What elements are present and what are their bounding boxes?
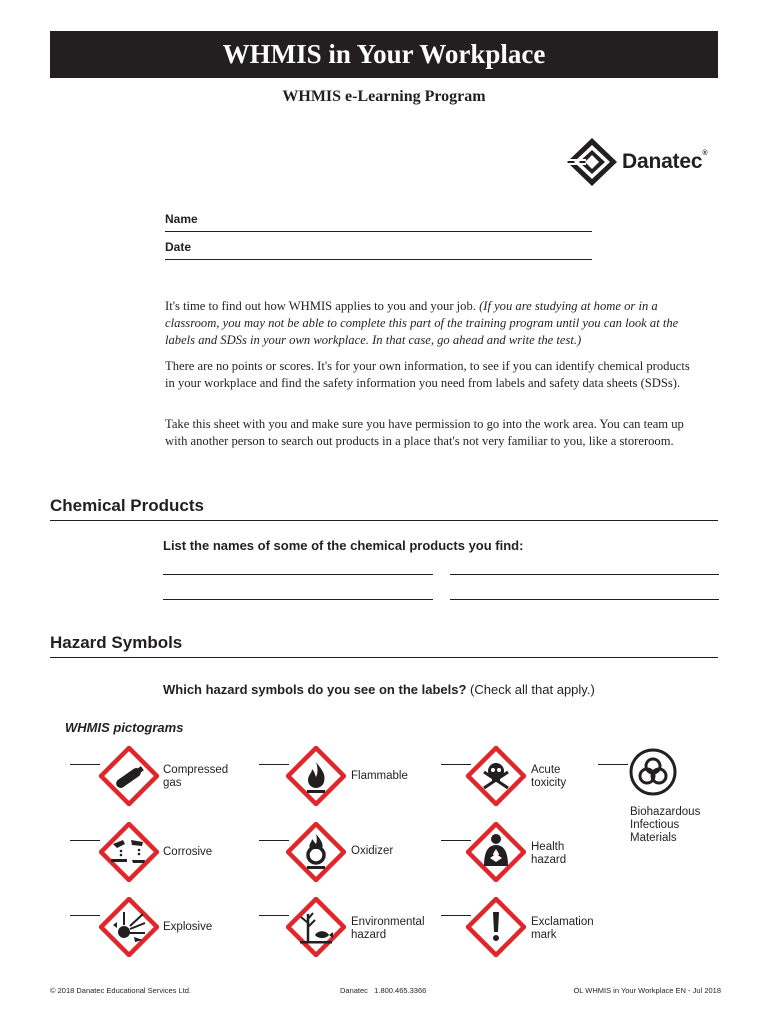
flame-icon xyxy=(286,746,346,806)
footer-copyright: © 2018 Danatec Educational Services Ltd. xyxy=(50,986,192,995)
checkbox-compressed-gas[interactable] xyxy=(70,764,100,765)
label-explosive: Explosive xyxy=(163,921,213,933)
exploding-bomb-icon xyxy=(99,897,159,957)
product-blank-3[interactable] xyxy=(163,599,433,600)
product-blank-4[interactable] xyxy=(450,599,719,600)
date-label: Date xyxy=(165,240,192,254)
hazard-symbols-heading: Hazard Symbols xyxy=(50,633,183,652)
exclamation-mark-icon xyxy=(466,897,526,957)
section-divider xyxy=(50,520,718,521)
checkbox-environmental-hazard[interactable] xyxy=(259,915,289,916)
checkbox-corrosive[interactable] xyxy=(70,840,100,841)
label-exclamation-mark: Exclamation mark xyxy=(531,916,594,941)
product-blank-1[interactable] xyxy=(163,574,433,575)
label-corrosive: Corrosive xyxy=(163,846,213,858)
corrosion-icon xyxy=(99,822,159,882)
health-hazard-icon xyxy=(466,822,526,882)
checkbox-oxidizer[interactable] xyxy=(259,840,289,841)
footer-contact: Danatec 1.800.465.3366 xyxy=(340,986,427,995)
brand-name: Danatec® xyxy=(622,150,708,173)
section-divider xyxy=(50,657,718,658)
hazard-symbols-question: Which hazard symbols do you see on the labels? (Check all that apply.) xyxy=(163,682,595,697)
label-biohazard: Biohazardous Infectious Materials xyxy=(630,806,701,844)
flame-over-circle-icon xyxy=(286,822,346,882)
danatec-logo-icon xyxy=(566,137,618,187)
checkbox-biohazard[interactable] xyxy=(598,764,628,765)
pictograms-heading: WHMIS pictograms xyxy=(65,720,184,735)
page-title: WHMIS in Your Workplace xyxy=(50,31,718,78)
checkbox-explosive[interactable] xyxy=(70,915,100,916)
label-oxidizer: Oxidizer xyxy=(351,845,394,857)
label-flammable: Flammable xyxy=(351,770,408,782)
footer-document-id: OL WHMIS in Your Workplace EN - Jul 2018 xyxy=(573,986,721,995)
skull-crossbones-icon xyxy=(466,746,526,806)
page-subtitle: WHMIS e-Learning Program xyxy=(282,88,486,105)
chemical-products-question: List the names of some of the chemical products you find: xyxy=(163,538,524,553)
chemical-products-heading: Chemical Products xyxy=(50,496,204,515)
intro-paragraph-3: Take this sheet with you and make sure you have permission to go into the work area. You can team up with another person to search out products in a place that's not very familiar to you, like a storeroom. xyxy=(165,417,684,448)
name-field[interactable] xyxy=(165,231,592,232)
label-acute-toxicity: Acute toxicity xyxy=(531,764,567,789)
biohazard-icon xyxy=(628,747,678,797)
checkbox-flammable[interactable] xyxy=(259,764,289,765)
label-compressed-gas: Compressed gas xyxy=(163,764,229,789)
name-label: Name xyxy=(165,212,198,226)
product-blank-2[interactable] xyxy=(450,574,719,575)
label-environmental-hazard: Environmental hazard xyxy=(351,916,425,941)
environment-icon xyxy=(286,897,346,957)
intro-paragraph-1: It's time to find out how WHMIS applies to you and your job. (If you are studying at home or in a classroom, you may not be able to complete this part of the training program until you can look at the labels and SDSs in your own workplace. In that case, go ahead and write the test.) xyxy=(165,299,679,347)
intro-paragraph-2: There are no points or scores. It's for your own information, to see if you can identify chemical products in your workplace and find the safety information you need from labels and safety data sheets (SDSs). xyxy=(165,359,690,390)
date-field[interactable] xyxy=(165,259,592,260)
label-health-hazard: Health hazard xyxy=(531,841,567,866)
brand-logo xyxy=(566,137,721,187)
gas-cylinder-icon xyxy=(99,746,159,806)
